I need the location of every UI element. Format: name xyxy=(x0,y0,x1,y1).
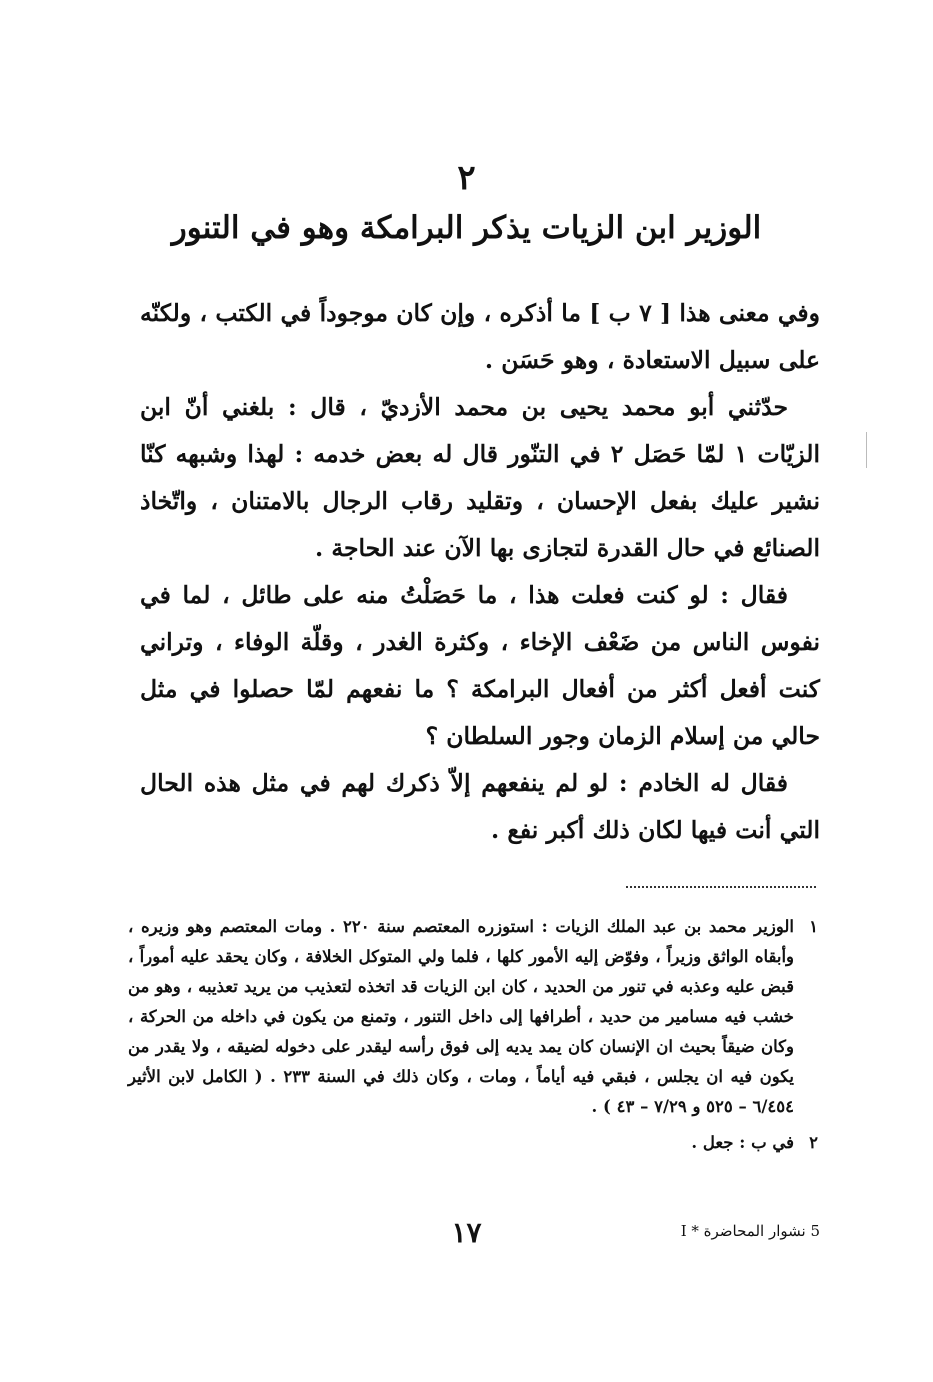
footnote-separator xyxy=(626,886,816,888)
body-text xyxy=(140,290,820,854)
footnote-1 xyxy=(128,912,818,1122)
footnote-number: ٢ xyxy=(809,1133,818,1152)
paragraph-4: فقال له الخادم : لو لم ينفعهم إلاّ ذكرك لهم في مثل هذه الحال التي أنت فيها لكان ذلك أكبر نفع . xyxy=(140,769,820,844)
page-number: ١٧ xyxy=(451,1216,482,1249)
footnote-2 xyxy=(128,1128,818,1158)
footnote-text: الوزير محمد بن عبد الملك الزيات : استوزره المعتصم سنة ٢٢٠ . ومات المعتصم وهو وزيره ، وأبقاه الواثق وزيراً ، وفوّض إليه الأمور كلها ، فلما ولي المتوكل الخلافة ، وكان يحقد عليه أموراً ، قبض عليه وعذبه في تنور من الحديد ، كان ابن الزيات قد اتخذه لتعذيب من يريد تعذيبه ، وهو من خشب فيه مسامير من حديد ، أطرافها إلى داخل التنور ، وتمنع من يكون في داخله من الحركة ، وكان ضيقاً بحيث ان الإنسان كان يمد يديه إلى فوق رأسه ليقدر على دخوله لضيقه ، ولا يقدر من يكون فيه ان يجلس ، فبقي فيه أياماً ، ومات ، وكان ذلك في السنة ٢٣٣ . ( الكامل لابن الأثير ٦/٤٥٤ – ٥٢٥ و ٧/٢٩ – ٤٣ ) . xyxy=(128,917,794,1116)
signature-mark: 5 نشوار المحاضرة * I xyxy=(680,1222,820,1240)
paragraph-3: فقال : لو كنت فعلت هذا ، ما حَصَلْتُ منه على طائل ، لما في نفوس الناس من ضَعْف الإخاء ، وكثرة الغدر ، وقلّة الوفاء ، وتراني كنت أفعل أكثر من أفعال البرامكة ؟ ما نفعهم لمّا حصلوا في مثل حالي من إسلام الزمان وجور السلطان ؟ xyxy=(140,581,820,750)
paragraph-1: وفي معنى هذا [ ٧ ب ] ما أذكره ، وإن كان موجوداً في الكتب ، ولكنّه على سبيل الاستعادة ، وهو حَسَن . xyxy=(140,299,820,374)
paragraph-2: حدّثني أبو محمد يحيى بن محمد الأزديّ ، قال : بلغني أنّ ابن الزيّات ١ لمّا حَصَل ٢ في التنّور قال له بعض خدمه : لهذا وشبهه كنّا نشير عليك بفعل الإحسان ، وتقليد رقاب الرجال بالامتنان ، واتّخاذ الصنائع في حال القدرة لتجازى بها الآن عند الحاجة . xyxy=(140,393,820,562)
margin-mark xyxy=(866,432,875,468)
chapter-title: الوزير ابن الزيات يذكر البرامكة وهو في التنور xyxy=(171,210,762,246)
chapter-number: ٢ xyxy=(457,158,476,198)
footnote-text: في ب : جعل . xyxy=(691,1133,794,1152)
footnote-number: ١ xyxy=(809,917,818,936)
footnotes xyxy=(128,912,818,1158)
